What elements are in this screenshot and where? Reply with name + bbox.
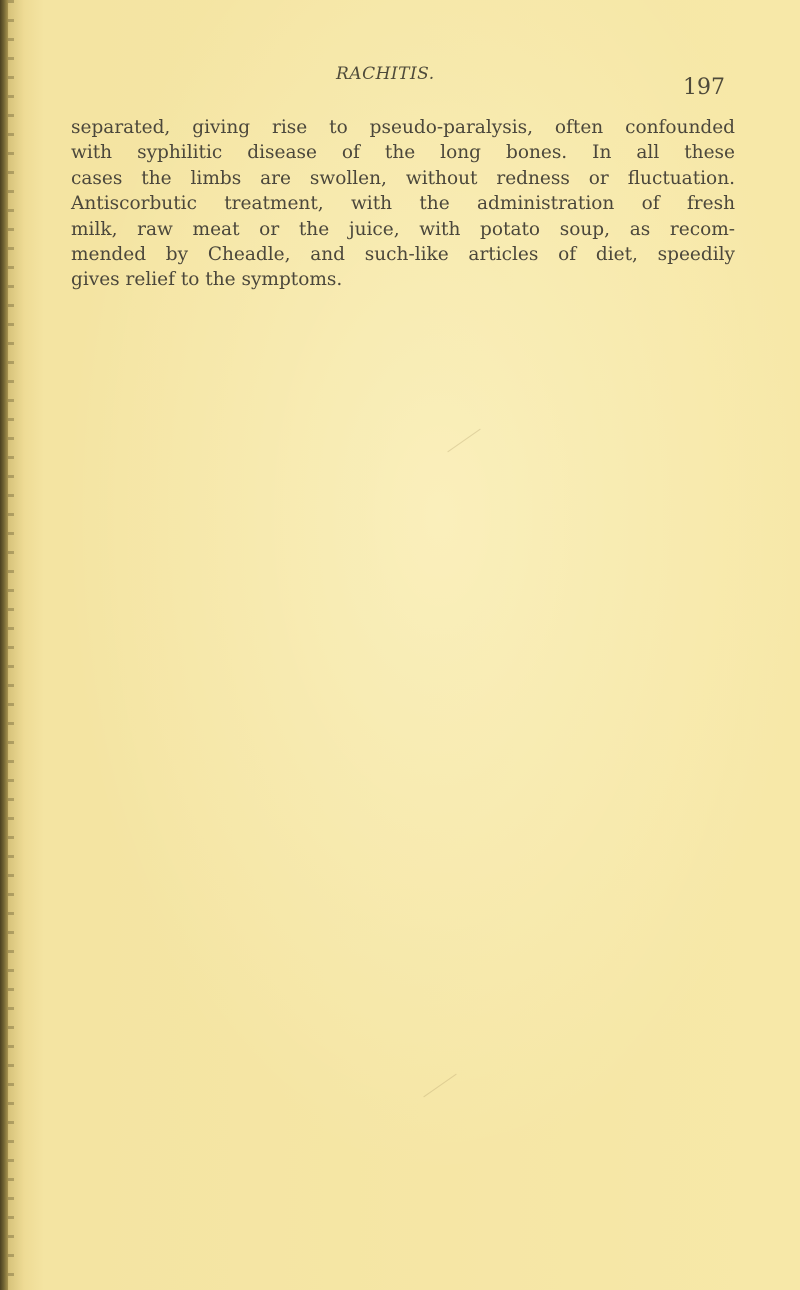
text-line: gives relief to the symptoms. bbox=[71, 269, 343, 291]
text-line: milk, raw meat or the juice, with potato soup, as recom- bbox=[71, 218, 735, 240]
paper-blemish bbox=[423, 1074, 456, 1098]
body-paragraph bbox=[71, 115, 735, 293]
text-line: Antiscorbutic treatment, with the administration of fresh bbox=[71, 193, 735, 215]
page-number: 197 bbox=[683, 75, 725, 100]
text-line: separated, giving rise to pseudo-paralysis, often confounded bbox=[71, 117, 735, 138]
book-spine-shadow bbox=[0, 0, 8, 1290]
paper-blemish bbox=[447, 429, 480, 453]
text-line: with syphilitic disease of the long bones. In all these bbox=[71, 142, 735, 164]
text-line: cases the limbs are swollen, without redness or fluctuation. bbox=[71, 167, 735, 189]
text-line: mended by Cheadle, and such-like articles of diet, speedily bbox=[71, 244, 735, 266]
book-spine-texture bbox=[8, 0, 14, 1290]
running-head: RACHITIS. bbox=[336, 64, 435, 84]
